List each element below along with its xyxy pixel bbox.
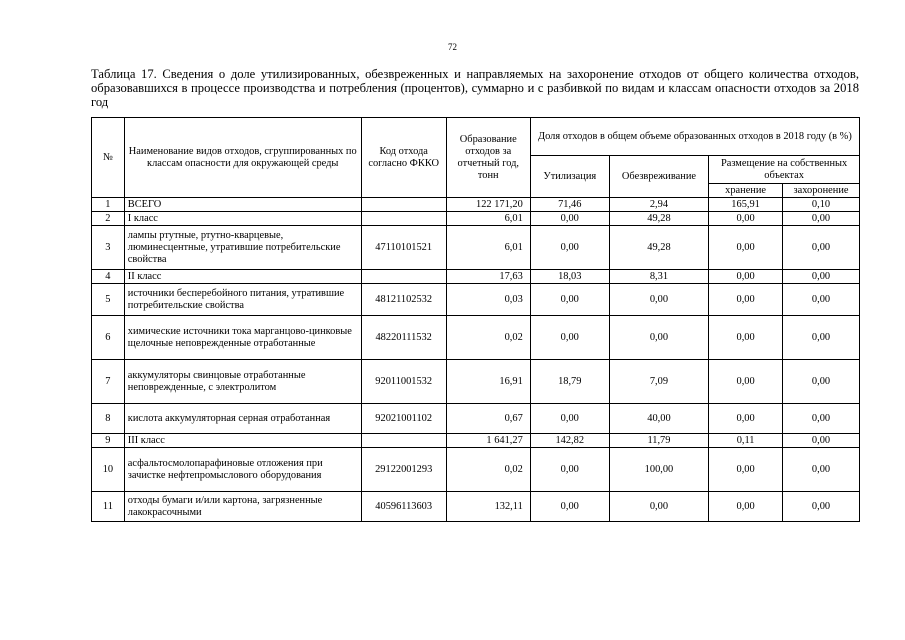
row-formed: 132,11	[446, 492, 530, 522]
row-waste-name: ВСЕГО	[124, 198, 361, 212]
row-code: 48121102532	[361, 284, 446, 316]
row-code	[361, 270, 446, 284]
row-code	[361, 198, 446, 212]
row-formed: 17,63	[446, 270, 530, 284]
row-code: 48220111532	[361, 316, 446, 360]
row-burial: 0,00	[783, 316, 860, 360]
row-neutralization: 40,00	[609, 404, 708, 434]
row-burial: 0,10	[783, 198, 860, 212]
row-waste-name: асфальтосмолопарафиновые отложения при зачистке нефтепромыслового оборудования	[124, 448, 361, 492]
row-number: 2	[92, 212, 125, 226]
header-waste-name: Наименование видов отходов, сгруппированных по классам опасности для окружающей среды	[124, 118, 361, 198]
row-code: 92021001102	[361, 404, 446, 434]
row-number: 11	[92, 492, 125, 522]
row-storage: 0,00	[709, 284, 783, 316]
row-code: 40596113603	[361, 492, 446, 522]
row-waste-name: кислота аккумуляторная серная отработанная	[124, 404, 361, 434]
row-utilization: 0,00	[530, 316, 609, 360]
row-neutralization: 100,00	[609, 448, 708, 492]
row-utilization: 0,00	[530, 212, 609, 226]
row-utilization: 0,00	[530, 492, 609, 522]
row-storage: 0,00	[709, 492, 783, 522]
row-burial: 0,00	[783, 404, 860, 434]
row-formed: 122 171,20	[446, 198, 530, 212]
table-row	[92, 284, 860, 316]
row-number: 8	[92, 404, 125, 434]
row-neutralization: 49,28	[609, 226, 708, 270]
row-formed: 6,01	[446, 212, 530, 226]
header-number: №	[92, 118, 125, 198]
row-neutralization: 0,00	[609, 316, 708, 360]
row-utilization: 18,03	[530, 270, 609, 284]
row-waste-name: химические источники тока марганцово-цинковые щелочные неповрежденные отработанные	[124, 316, 361, 360]
row-burial: 0,00	[783, 434, 860, 448]
row-burial: 0,00	[783, 270, 860, 284]
row-number: 6	[92, 316, 125, 360]
row-neutralization: 7,09	[609, 360, 708, 404]
row-storage: 0,00	[709, 404, 783, 434]
row-storage: 0,00	[709, 212, 783, 226]
row-waste-name: аккумуляторы свинцовые отработанные неповрежденные, с электролитом	[124, 360, 361, 404]
row-number: 9	[92, 434, 125, 448]
table-row	[92, 198, 860, 212]
row-burial: 0,00	[783, 360, 860, 404]
header-storage: хранение	[709, 184, 783, 198]
table-row	[92, 226, 860, 270]
row-burial: 0,00	[783, 212, 860, 226]
header-utilization: Утилизация	[530, 156, 609, 198]
row-code	[361, 212, 446, 226]
table-row	[92, 404, 860, 434]
row-waste-name: лампы ртутные, ртутно-кварцевые, люминесцентные, утратившие потребительские свойства	[124, 226, 361, 270]
row-number: 1	[92, 198, 125, 212]
row-neutralization: 2,94	[609, 198, 708, 212]
header-fkko-code: Код отхода согласно ФККО	[361, 118, 446, 198]
row-code: 29122001293	[361, 448, 446, 492]
row-code: 92011001532	[361, 360, 446, 404]
row-utilization: 71,46	[530, 198, 609, 212]
header-neutralization: Обезвреживание	[609, 156, 708, 198]
row-formed: 1 641,27	[446, 434, 530, 448]
row-burial: 0,00	[783, 448, 860, 492]
header-formed-tonnes: Образование отходов за отчетный год, тонн	[446, 118, 530, 198]
page-number: 72	[448, 42, 457, 52]
row-number: 3	[92, 226, 125, 270]
row-formed: 0,02	[446, 448, 530, 492]
row-formed: 0,03	[446, 284, 530, 316]
row-number: 5	[92, 284, 125, 316]
row-storage: 0,00	[709, 226, 783, 270]
row-waste-name: источники бесперебойного питания, утратившие потребительские свойства	[124, 284, 361, 316]
waste-share-table	[91, 117, 860, 522]
row-storage: 0,11	[709, 434, 783, 448]
row-storage: 0,00	[709, 360, 783, 404]
row-utilization: 142,82	[530, 434, 609, 448]
table-caption: Таблица 17. Сведения о доле утилизированных, обезвреженных и направляемых на захоронение отходов от общего количества отходов, образовавшихся в процессе производства и потребления (процентов), суммарно и с разбивкой по видам и классам опасности отходов за 2018 год	[91, 67, 859, 110]
header-burial: захоронение	[783, 184, 860, 198]
row-neutralization: 49,28	[609, 212, 708, 226]
table-row	[92, 360, 860, 404]
row-neutralization: 8,31	[609, 270, 708, 284]
row-formed: 0,02	[446, 316, 530, 360]
header-share-group: Доля отходов в общем объеме образованных отходов в 2018 году (в %)	[530, 118, 859, 156]
row-storage: 0,00	[709, 270, 783, 284]
row-waste-name: II класс	[124, 270, 361, 284]
row-formed: 16,91	[446, 360, 530, 404]
header-placement-group: Размещение на собственных объектах	[709, 156, 860, 184]
row-utilization: 18,79	[530, 360, 609, 404]
row-storage: 165,91	[709, 198, 783, 212]
row-storage: 0,00	[709, 316, 783, 360]
table-row	[92, 492, 860, 522]
row-neutralization: 0,00	[609, 284, 708, 316]
row-code: 47110101521	[361, 226, 446, 270]
row-utilization: 0,00	[530, 284, 609, 316]
table-row	[92, 212, 860, 226]
row-neutralization: 11,79	[609, 434, 708, 448]
table-row	[92, 434, 860, 448]
table-row	[92, 316, 860, 360]
row-utilization: 0,00	[530, 226, 609, 270]
row-burial: 0,00	[783, 492, 860, 522]
row-waste-name: III класс	[124, 434, 361, 448]
row-utilization: 0,00	[530, 448, 609, 492]
row-code	[361, 434, 446, 448]
row-number: 10	[92, 448, 125, 492]
row-burial: 0,00	[783, 284, 860, 316]
row-number: 7	[92, 360, 125, 404]
row-waste-name: отходы бумаги и/или картона, загрязненные лакокрасочными	[124, 492, 361, 522]
row-storage: 0,00	[709, 448, 783, 492]
row-utilization: 0,00	[530, 404, 609, 434]
row-neutralization: 0,00	[609, 492, 708, 522]
row-formed: 6,01	[446, 226, 530, 270]
row-burial: 0,00	[783, 226, 860, 270]
table-row	[92, 448, 860, 492]
row-formed: 0,67	[446, 404, 530, 434]
row-number: 4	[92, 270, 125, 284]
table-row	[92, 270, 860, 284]
row-waste-name: I класс	[124, 212, 361, 226]
